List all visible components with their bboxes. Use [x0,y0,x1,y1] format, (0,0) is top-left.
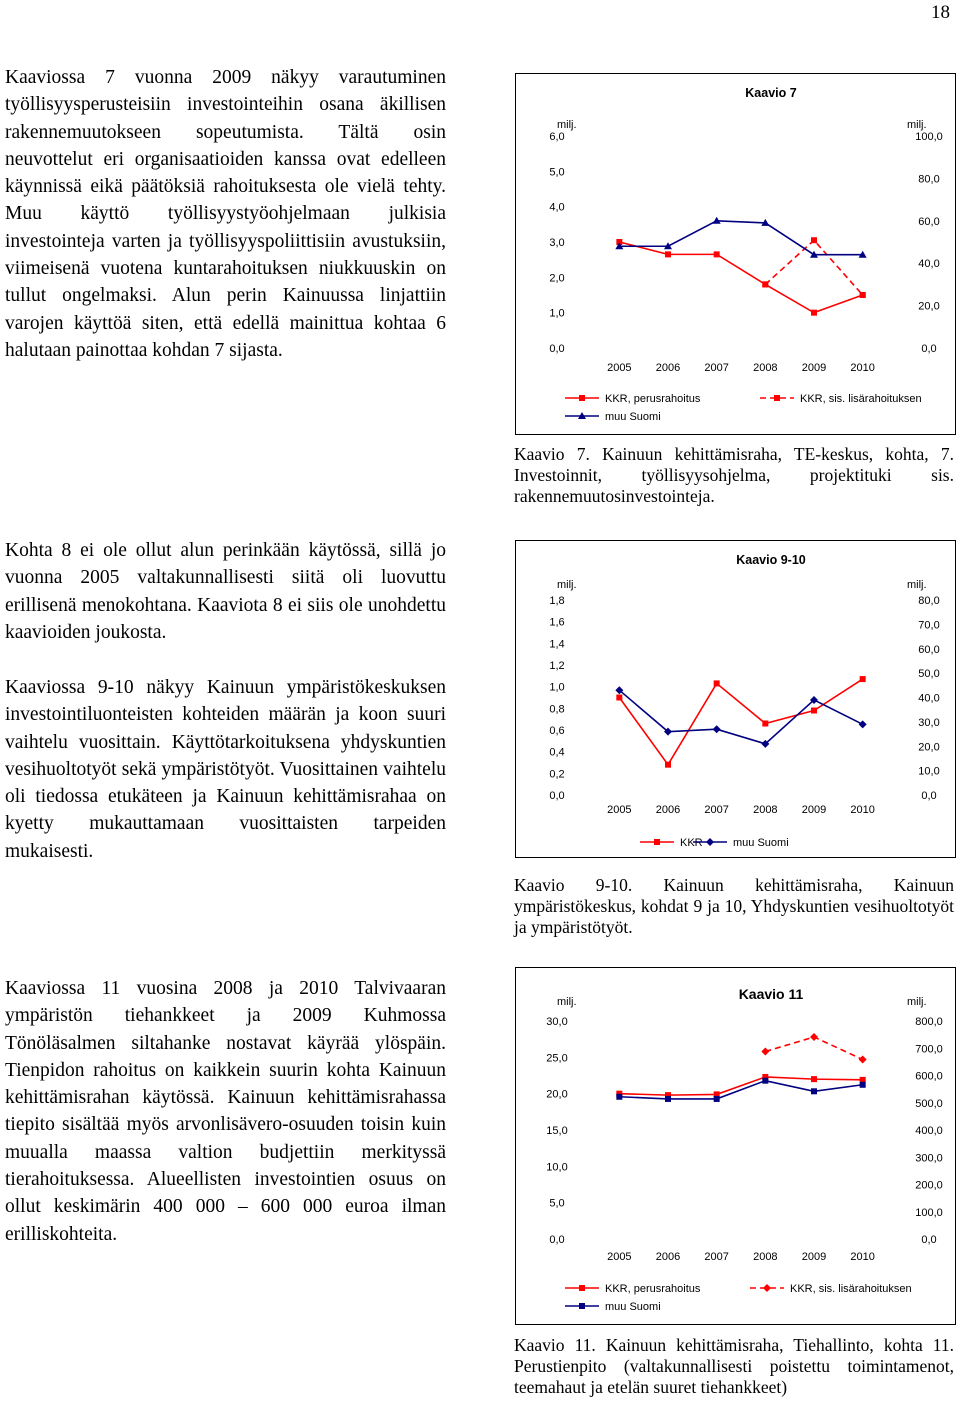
left-axis-unit: milj. [557,579,577,591]
chart-svg [515,967,956,1325]
paragraph-kaavio-9-10: Kaaviossa 9-10 näkyy Kainuun ympäristökeskuksen investointiluonteisten kohteiden määrän ja koon suuri vaihtelu vuosittain. Käyttötarkoituksena yhdyskuntien vesihuoltotyöt sekä ympäristötyöt. Vuosittainen vaihtelu oli tiedossa etukäteen ja Kainuun kehittämisrahaa on kyetty mukauttamaan vuosittaisten tarpeiden mukaisesti. [5,677,446,862]
x-tick-label: 2008 [753,1251,778,1263]
right-tick-label: 400,0 [915,1125,943,1137]
x-tick-label: 2010 [850,362,875,374]
chart-svg [515,73,956,435]
left-tick-label: 15,0 [546,1125,568,1137]
data-point [665,762,671,768]
data-point [714,1096,720,1102]
legend-label: KKR [680,837,703,849]
right-axis-unit: milj. [907,119,927,131]
right-tick-label: 50,0 [918,668,940,681]
data-point [665,1096,671,1102]
left-tick-label: 0,8 [549,703,565,716]
right-tick-label: 100,0 [915,1206,943,1219]
data-point [762,281,768,287]
right-tick-label: 40,0 [918,258,940,271]
right-tick-label: 700,0 [915,1043,943,1056]
right-tick-label: 30,0 [918,716,940,729]
x-tick-label: 2009 [801,1251,827,1263]
left-tick-label: 0,0 [549,1234,565,1246]
right-tick-label: 60,0 [918,643,940,656]
data-point [714,680,720,686]
legend-marker [579,395,585,401]
left-tick-label: 1,4 [549,638,565,651]
legend-label: KKR, sis. lisärahoituksen [790,1283,912,1295]
left-tick-label: 0,6 [549,725,565,737]
x-tick-label: 2005 [607,362,632,374]
left-tick-label: 1,0 [549,681,565,694]
data-point [714,251,720,257]
paragraph-kaavio-11: Kaaviossa 11 vuosina 2008 ja 2010 Talvivaaran ympäristön tiehankkeet ja 2009 Kuhmossa Tönöläsalmen siltahanke nostavat käyrää ylöspäin. Tienpidon rahoitus on kaikkein suurin kohta Kainuun kehittämisrahan käytössä. Kainuun kehittämisrahassa tiepito sisältää myös arvonlisävero-osuuden toisin kuin muualla maassa valtion budjettiin merkityssä tierahoituksessa. Alueellisten investointien osuus on ollut keskimärin 400 000 – 600 000 euroa ilman erilliskohteita. [5,978,446,1245]
x-tick-label: 2008 [753,804,778,816]
left-tick-label: 25,0 [546,1052,568,1065]
data-point [616,1094,622,1100]
data-point [762,721,768,727]
left-tick-label: 0,0 [549,790,565,802]
right-tick-label: 0,0 [921,790,937,802]
x-tick-label: 2006 [655,362,681,374]
right-tick-label: 800,0 [915,1016,943,1028]
paragraph-kaavio-7: Kaaviossa 7 vuonna 2009 näkyy varautuminen työllisyysperusteisiin investointeihin osana äkillisen rakennemuutokseen sopeutumista. Tältä osin neuvottelut eri organisaatioiden kanssa ovat edelleen käynnissä eikä päätöksiä rahoituksesta ole vielä tehty. Muu käyttö työllisyystyöohjelmaan julkisia investointeja varten ja työllisyyspoliittisiin avustuksiin, viimeisenä vuotena kuntarahoituksen niukkuuskin on tullut ongelmaksi. Alun perin Kainuussa linjattiin varojen käyttöä siten, että edellä mainittua kohtaa 6 halutaan painottaa kohdan 7 sijasta. [5,67,446,361]
legend-label: muu Suomi [605,1301,661,1313]
left-tick-label: 30,0 [546,1016,568,1028]
legend-marker [774,395,780,401]
x-tick-label: 2009 [801,804,827,816]
data-point [616,695,622,701]
x-tick-label: 2006 [655,1251,681,1263]
paragraph-kohta-8: Kohta 8 ei ole ollut alun perinkään käytössä, sillä jo vuonna 2005 valtakunnallisesti siitä oli luovuttu erillisenä menokohtana. Kaaviota 8 ei siis ole unohdettu kaavioiden joukosta. [5,540,446,643]
left-tick-label: 6,0 [549,131,565,143]
data-point [811,708,817,714]
legend-label: KKR, sis. lisärahoituksen [800,393,922,405]
caption-kaavio-7: Kaavio 7. Kainuun kehittämisraha, TE-keskus, kohta, 7. Investoinnit, työllisyysohjelma, projektituki sis. rakennemuutosinvestointeja. [514,444,954,506]
data-point [860,292,866,298]
legend-label: muu Suomi [605,411,661,423]
x-tick-label: 2009 [801,362,827,374]
data-point [860,1082,866,1088]
left-tick-label: 2,0 [549,272,565,285]
chart-frame [516,968,956,1325]
right-tick-label: 0,0 [921,343,937,355]
legend-label: KKR, perusrahoitus [605,393,701,405]
x-tick-label: 2007 [704,804,729,816]
x-tick-label: 2005 [607,804,632,816]
chart-kaavio-11 [515,967,956,1325]
right-tick-label: 60,0 [918,215,940,228]
right-axis-unit: milj. [907,579,927,591]
data-point [811,310,817,316]
x-tick-label: 2006 [655,804,681,816]
right-tick-label: 20,0 [918,741,940,754]
right-tick-label: 300,0 [915,1152,943,1165]
caption-kaavio-11: Kaavio 11. Kainuun kehittämisraha, Tiehallinto, kohta 11. Perustienpito (valtakunnallisesti poistettu toimintamenot, teemahaut ja etelän suuret tiehankkeet) [514,1335,954,1397]
left-tick-label: 5,0 [549,166,565,179]
right-tick-label: 40,0 [918,692,940,705]
right-axis-unit: milj. [907,996,927,1008]
x-tick-label: 2010 [850,804,875,816]
legend-label: KKR, perusrahoitus [605,1283,701,1295]
data-point [811,1076,817,1082]
right-tick-label: 500,0 [915,1097,943,1110]
left-tick-label: 1,6 [549,616,565,629]
left-axis-unit: milj. [557,119,577,131]
chart-kaavio-7 [515,73,956,435]
left-axis-unit: milj. [557,996,577,1008]
right-tick-label: 200,0 [915,1179,943,1192]
left-tick-label: 10,0 [546,1161,568,1174]
chart-title: Kaavio 11 [738,986,804,1002]
x-tick-label: 2005 [607,1251,632,1263]
right-tick-label: 100,0 [915,131,943,143]
right-tick-label: 600,0 [915,1070,943,1083]
left-tick-label: 20,0 [546,1088,568,1101]
data-point [860,676,866,682]
x-tick-label: 2008 [753,362,778,374]
right-tick-label: 80,0 [918,595,940,607]
left-tick-label: 1,8 [549,595,565,607]
caption-kaavio-9-10: Kaavio 9-10. Kainuun kehittämisraha, Kainuun ympäristökeskus, kohdat 9 ja 10, Yhdyskuntien vesihuoltotyöt ja ympäristötyöt. [514,875,954,937]
chart-kaavio-9-10 [515,540,956,858]
chart-svg [515,540,956,858]
left-tick-label: 4,0 [549,201,565,214]
chart-title: Kaavio 7 [745,86,797,100]
chart-frame [516,74,956,435]
left-tick-label: 0,4 [549,746,565,759]
right-tick-label: 70,0 [918,619,940,632]
legend-marker [579,1303,585,1309]
left-tick-label: 0,2 [549,768,565,781]
chart-title: Kaavio 9-10 [736,553,806,567]
x-tick-label: 2007 [704,362,729,374]
legend-marker [654,839,660,845]
left-tick-label: 1,0 [549,307,565,320]
right-tick-label: 20,0 [918,300,940,313]
x-tick-label: 2010 [850,1251,875,1263]
left-tick-label: 3,0 [549,237,565,249]
data-point [811,237,817,243]
x-tick-label: 2007 [704,1251,729,1263]
data-point [762,1078,768,1084]
right-tick-label: 0,0 [921,1234,937,1246]
legend-label: muu Suomi [733,837,789,849]
page-number: 18 [931,2,950,23]
legend-marker [579,1285,585,1291]
data-point [665,251,671,257]
right-tick-label: 80,0 [918,173,940,186]
data-point [811,1088,817,1094]
left-tick-label: 1,2 [549,660,565,672]
left-tick-label: 5,0 [549,1197,565,1210]
left-tick-label: 0,0 [549,343,565,355]
right-tick-label: 10,0 [918,765,940,778]
